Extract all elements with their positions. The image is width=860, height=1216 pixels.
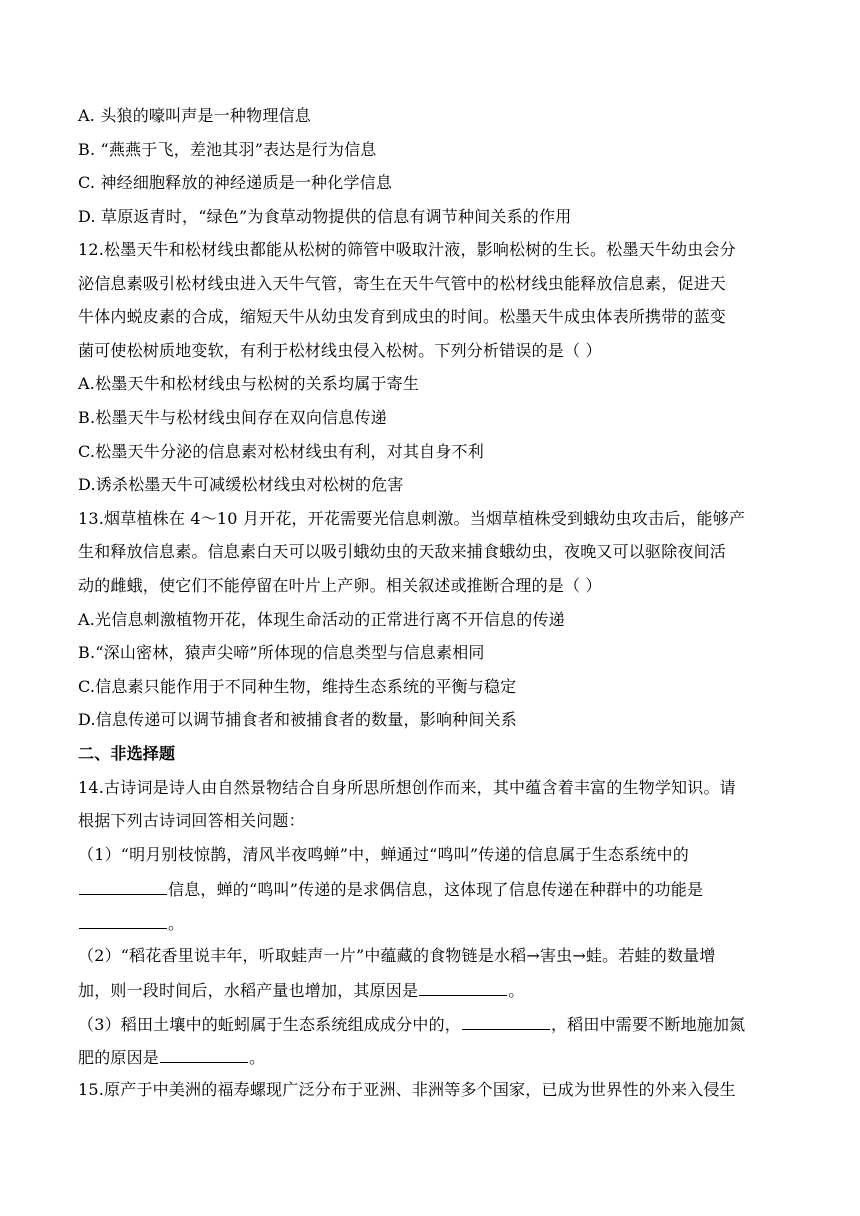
answer-blank[interactable]	[79, 912, 167, 929]
q14-part3-text-c: 肥的原因是	[78, 1048, 160, 1067]
q13-stem-line-3: 动的雌蛾，使它们不能停留在叶片上产卵。相关叙述或推断合理的是（ ）	[78, 576, 602, 595]
q12-option-b: B.松墨天牛与松材线虫间存在双向信息传递	[78, 408, 387, 427]
q13-option-d: D.信息传递可以调节捕食者和被捕食者的数量，影响种间关系	[78, 710, 517, 729]
q14-part1-line-1: （1）“明月别枝惊鹊，清风半夜鸣蝉”中，蝉通过“鸣叫”传递的信息属于生态系统中的	[78, 845, 689, 864]
q14-part3-text-b: ，稻田中需要不断地施加氮	[550, 1015, 746, 1034]
q12-stem-line-2: 泌信息素吸引松材线虫进入天牛气管，寄生在天牛气管中的松材线虫能释放信息素，促进天	[78, 274, 727, 293]
q14-part1-text: 信息，蝉的“鸣叫”传递的是求偶信息，这体现了信息传递在种群中的功能是	[168, 880, 704, 899]
q11-option-b: B. “燕燕于飞，差池其羽”表达是行为信息	[78, 140, 377, 159]
q13-option-c: C.信息素只能作用于不同种生物，维持生态系统的平衡与稳定	[78, 677, 517, 696]
section-heading: 二、非选择题	[78, 744, 176, 763]
q14-part2-text: 加，则一段时间后，水稻产量也增加，其原因是	[78, 981, 419, 1000]
q15-stem-line-1: 15.原产于中美洲的福寿螺现广泛分布于亚洲、非洲等多个国家，已成为世界性的外来入侵生	[78, 1080, 736, 1099]
answer-blank[interactable]	[419, 979, 507, 996]
answer-blank[interactable]	[160, 1046, 248, 1063]
q11-option-c: C. 神经细胞释放的神经递质是一种化学信息	[78, 173, 393, 192]
q14-part2-line-2	[78, 979, 524, 1001]
q11-option-a: A. 头狼的嚎叫声是一种物理信息	[78, 106, 311, 125]
q12-stem-line-4: 菌可使松树质地变软，有利于松材线虫侵入松树。下列分析错误的是（ ）	[78, 341, 602, 360]
q14-stem-line-2: 根据下列古诗词回答相关问题：	[78, 811, 305, 830]
q12-stem-line-1: 12.松墨天牛和松材线虫都能从松树的筛管中吸取汁液，影响松树的生长。松墨天牛幼虫会分	[78, 240, 736, 259]
q12-option-a: A.松墨天牛和松材线虫与松树的关系均属于寄生	[78, 374, 420, 393]
q14-part3-end: 。	[249, 1048, 266, 1067]
q14-part3-text-a: （3）稻田土壤中的蚯蚓属于生态系统组成成分中的，	[78, 1015, 461, 1034]
q14-stem-line-1: 14.古诗词是诗人由自然景物结合自身所思所想创作而来，其中蕴含着丰富的生物学知识。请	[78, 778, 736, 797]
q12-stem-line-3: 牛体内蜕皮素的合成，缩短天牛从幼虫发育到成虫的时间。松墨天牛成虫体表所携带的蓝变	[78, 307, 727, 326]
q13-option-b: B.“深山密林，猿声尖啼”所体现的信息类型与信息素相同	[78, 643, 485, 662]
q14-part3-line-1	[78, 1013, 745, 1035]
q13-stem-line-2: 生和释放信息素。信息素白天可以吸引蛾幼虫的天敌来捕食蛾幼虫，夜晚又可以驱除夜间活	[78, 542, 727, 561]
q14-part2-end: 。	[508, 981, 525, 1000]
q14-part1-line-3	[78, 912, 184, 934]
q14-part1-end: 。	[168, 914, 185, 933]
q14-part3-line-2	[78, 1046, 265, 1068]
q14-part1-line-2	[78, 878, 703, 900]
q11-option-d: D. 草原返青时，“绿色”为食草动物提供的信息有调节种间关系的作用	[78, 207, 572, 226]
answer-blank[interactable]	[79, 878, 167, 895]
q13-stem-line-1: 13.烟草植株在 4～10 月开花，开花需要光信息刺激。当烟草植株受到蛾幼虫攻击后，能够产	[78, 509, 746, 528]
answer-blank[interactable]	[462, 1013, 550, 1030]
q13-option-a: A.光信息刺激植物开花，体现生命活动的正常进行离不开信息的传递	[78, 610, 565, 629]
q14-part2-line-1: （2）“稻花香里说丰年，听取蛙声一片”中蕴藏的食物链是水稻→害虫→蛙。若蛙的数量增	[78, 946, 716, 965]
q12-option-d: D.诱杀松墨天牛可减缓松材线虫对松树的危害	[78, 475, 404, 494]
q12-option-c: C.松墨天牛分泌的信息素对松材线虫有利，对其自身不利	[78, 442, 484, 461]
